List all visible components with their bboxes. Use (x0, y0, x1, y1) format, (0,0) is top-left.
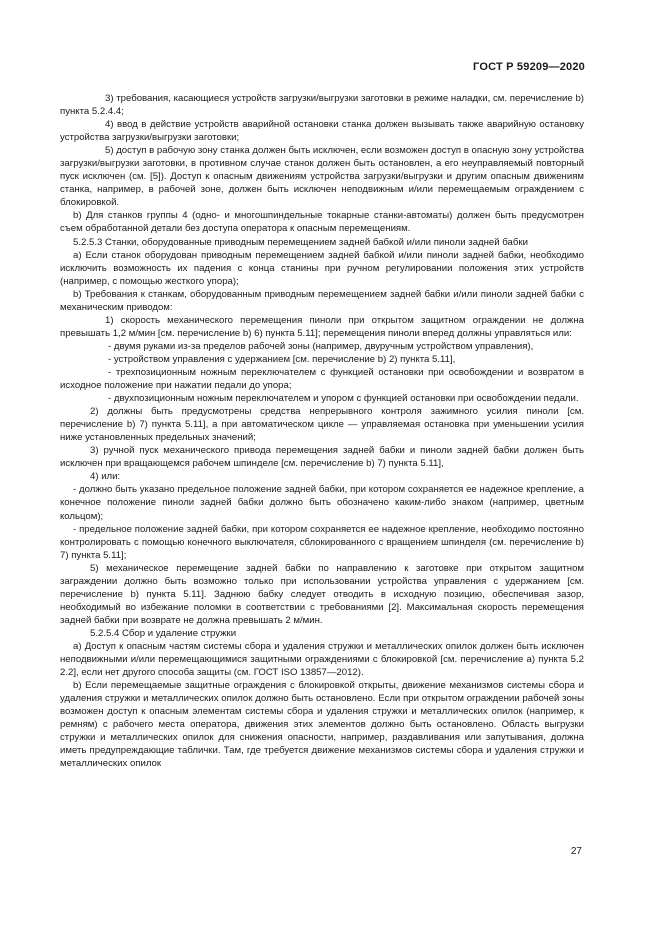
paragraph: 1) скорость механического перемещения пиноли при открытом защитном ограждении не должна превышать 1,2 м/мин [см. перечисление b) 6) пункта 5.11]; перемещения пиноли вперед должны управляться или: (60, 314, 584, 339)
list-item: - должно быть указано предельное положение задней бабки, при котором сохраняется ее надежное крепление, а конечное положение пиноли задней бабки должно быть обозначено каким-либо знаком (например, цветным кольцом); (60, 484, 584, 522)
paragraph: 4) ввод в действие устройств аварийной остановки станка должен вызывать также аварийную остановку устройства загрузки/выгрузки заготовки; (60, 119, 584, 144)
paragraph: 5) доступ в рабочую зону станка должен быть исключен, если возможен доступ в опасную зону устройства загрузки/выгрузки заготовки, в противном случае станок должен быть остановлен, а его неуправляемый повторный пуск исключен (см. [5]). Доступ к опасным движениям устройства загрузки/выгрузки и другим опасным движениям станка, например, в рабочей зоне, должен быть исключен неподвижным и/или перемещаемым ограждением с блокировкой. (60, 145, 584, 209)
paragraph: 3) требования, касающиеся устройств загрузки/выгрузки заготовки в режиме наладки, см. перечисление b) пункта 5.2.4.4; (60, 93, 584, 118)
list-item: - двумя руками из-за пределов рабочей зоны (например, двуручным устройством управления), (108, 340, 534, 352)
paragraph: b) Для станков группы 4 (одно- и многошпиндельные токарные станки-автоматы) должен быть предусмотрен съем обработанной детали без доступа оператора к опасным перемещениям. (60, 210, 584, 235)
list-item: - трехпозиционным ножным переключателем с функцией остановки при освобождении и возвратом в исходное положение при нажатии педали до упора; (60, 366, 584, 392)
paragraph: 5) механическое перемещение задней бабки по направлению к заготовке при открытом защитном заграждении должно быть возможно только при использовании устройства управления с удержанием [см. перечисление b) пункта 5.11]. Заднюю бабку следует отводить в исходную позицию, обеспечивая зазор, необходимый во избежание поломки в соответствии с требованиями [2]. Максимальная скорость перемещения задней бабки при возврате не должна превышать 2 м/мин. (60, 562, 584, 626)
standard-code: ГОСТ Р 59209—2020 (473, 61, 585, 73)
list-item: - двухпозиционным ножным переключателем и упором с функцией остановки при освобождении педали. (108, 393, 579, 405)
paragraph: 2) должны быть предусмотрены средства непрерывного контроля зажимного усилия пиноли [см. перечисление b) 7) пункта 5.11], а при автоматическом цикле — управляемая остановка при уменьшении усилия ниже установленных предельных значений; (60, 406, 584, 444)
page-number: 27 (570, 846, 582, 857)
paragraph: b) Требования к станкам, оборудованным приводным перемещением задней бабки и/или пиноли задней бабки с механическим приводом: (60, 288, 584, 313)
paragraph: 3) ручной пуск механического привода перемещения задней бабки и пиноли задней бабки должен быть исключен при вращающемся рабочем шпинделе [см. перечисление b) 7) пункта 5.11], (60, 445, 584, 470)
paragraph: b) Если перемещаемые защитные ограждения с блокировкой открыты, движение механизмов системы сбора и удаления стружки и металлических опилок должно быть остановлено. Если при открытом ограждении рабочей зоны возможен доступ к опасным элементам системы сбора и удаления стружки и металлических опилок (например, к ремням) с рабочего места оператора, движения этих элементов должно быть остановлено. Область выгрузки стружки и металлических опилок для снижения опасности, например, раздавливания или запутывания, должна иметь предупреждающие таблички. Там, где требуется движение механизмов системы сбора и удаления стружки и металлических опилок (60, 680, 584, 770)
paragraph: 4) или: (90, 471, 121, 483)
section-heading: 5.2.5.3 Станки, оборудованные приводным перемещением задней бабкой и/или пиноли задней бабки (73, 236, 528, 248)
list-item: - предельное положение задней бабки, при котором сохраняется ее надежное крепление, необходимо постоянно контролировать с помощью конечного выключателя, сблокированного с вращением шпинделя (см. перечисление b) 7) пункта 5.11]; (60, 523, 584, 561)
list-item: - устройством управления с удержанием [см. перечисление b) 2) пункта 5.11], (108, 353, 456, 365)
paragraph: a) Если станок оборудован приводным перемещением задней бабкой и/или пиноли задней бабки, необходимо исключить возможность их падения с конца станины при ручном регулировании положения этих устройств (например, с помощью жесткого упора); (60, 249, 584, 287)
body-text (60, 92, 584, 770)
paragraph: a) Доступ к опасным частям системы сбора и удаления стружки и металлических опилок должен быть исключен неподвижными и/или перемещающимися защитными ограждениями с блокировкой [см. перечисление a) пункта 5.2 2.2], если нет другого способа защиты (см. ГОСТ ISO 13857—2012). (60, 640, 584, 679)
section-heading: 5.2.5.4 Сбор и удаление стружки (90, 627, 237, 639)
